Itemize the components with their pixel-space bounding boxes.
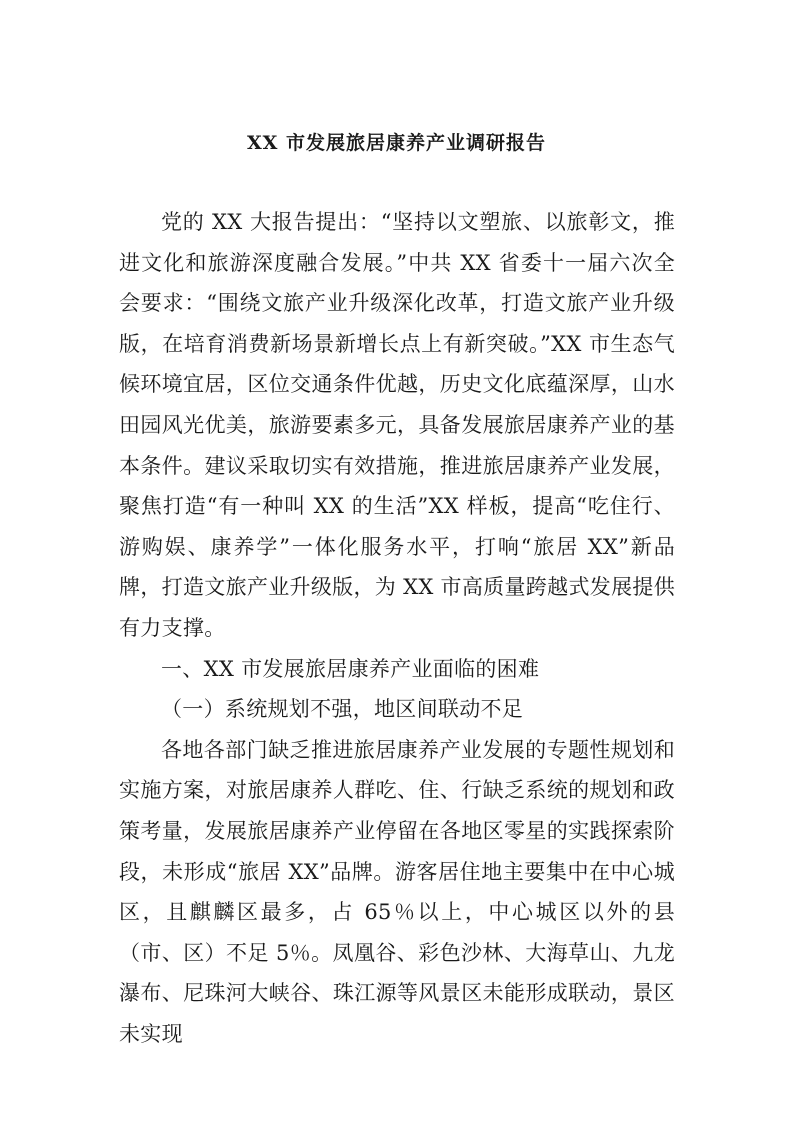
intro-paragraph: 党的 XX 大报告提出：“坚持以文塑旅、以旅彰文，推进文化和旅游深度融合发展。”中共 XX 省委十一届六次全会要求：“围绕文旅产业升级深化改革，打造文旅产业升级版，在培育消费新场景新增长点上有新突破。”XX 市生态气候环境宜居，区位交通条件优越，历史文化底蕴深厚，山水田园风光优美，旅游要素多元，具备发展旅居康养产业的基本条件。建议采取切实有效措施，推进旅居康养产业发展，聚焦打造“有一种叫 XX 的生活”XX 样板，提高“吃住行、游购娱、康养学”一体化服务水平，打响“旅居 XX”新品牌，打造文旅产业升级版，为 XX 市高质量跨越式发展提供有力支撑。 [119,210,675,640]
document-title: XX 市发展旅居康养产业调研报告 [246,132,547,154]
subsection-heading: （一）系统规划不强，地区间联动不足 [161,697,524,722]
subsection-paragraph: 各地各部门缺乏推进旅居康养产业发展的专题性规划和实施方案，对旅居康养人群吃、住、行缺乏系统的规划和政策考量，发展旅居康养产业停留在各地区零星的实践探索阶段，未形成“旅居 XX”品牌。游客居住地主要集中在中心城区，且麒麟区最多，占 65％以上，中心城区以外的县（市、区）不足 5％。凤凰谷、彩色沙林、大海草山、九龙瀑布、尼珠河大峡谷、珠江源等风景区未能形成联动，景区未实现 [119,737,675,1046]
document-body [119,202,675,1054]
section-heading: 一、XX 市发展旅居康养产业面临的困难 [161,656,540,681]
